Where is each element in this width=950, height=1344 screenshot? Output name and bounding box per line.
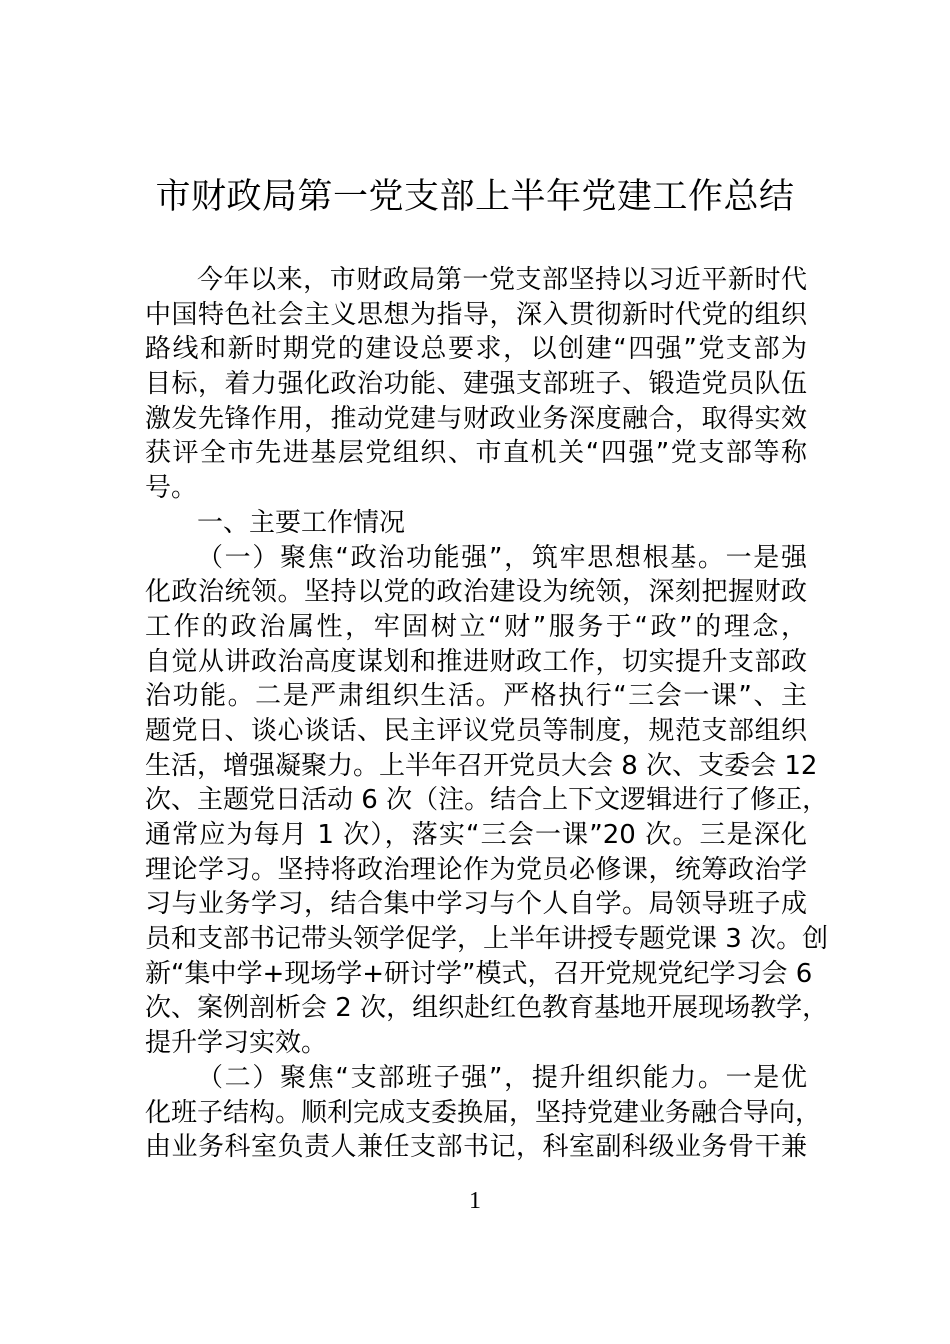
paragraph <box>145 263 807 506</box>
text-line: 生活，增强凝聚力。上半年召开党员大会 8 次、支委会 12 <box>145 750 818 781</box>
text-line: 理论学习。坚持将政治理论作为党员必修课，统筹政治学 <box>145 854 807 885</box>
text-line: 路线和新时期党的建设总要求，以创建“四强”党支部为 <box>145 334 807 365</box>
text-line: 习与业务学习，结合集中学习与个人自学。局领导班子成 <box>145 889 807 920</box>
text-line: 治功能。二是严肃组织生活。严格执行“三会一课”、主 <box>145 681 807 712</box>
text-line: 一、主要工作情况 <box>197 507 406 538</box>
text-line: 由业务科室负责人兼任支部书记，科室副科级业务骨干兼 <box>145 1132 807 1163</box>
text-line: 员和支部书记带头领学促学，上半年讲授专题党课 3 次。创 <box>145 924 829 955</box>
text-line: 激发先锋作用，推动党建与财政业务深度融合，取得实效 <box>145 403 807 434</box>
text-line: 新“集中学+现场学+研讨学”模式，召开党规党纪学习会 6 <box>145 958 813 989</box>
text-line: 次、案例剖析会 2 次，组织赴红色教育基地开展现场教学， <box>145 993 829 1024</box>
text-line: 目标，着力强化政治功能、建强支部班子、锻造党员队伍 <box>145 369 807 400</box>
text-line: 号。 <box>145 473 198 504</box>
text-line: 化政治统领。坚持以党的政治建设为统领，深刻把握财政 <box>145 577 807 608</box>
text-line: 提升学习实效。 <box>145 1028 328 1059</box>
text-line: （一）聚焦“政治功能强”，筑牢思想根基。一是强 <box>197 542 807 573</box>
text-line: 获评全市先进基层党组织、市直机关“四强”党支部等称 <box>145 438 807 469</box>
page-number: 1 <box>469 1188 481 1214</box>
paragraph <box>145 1061 822 1165</box>
document-title: 市财政局第一党支部上半年党建工作总结 <box>155 177 795 217</box>
text-line: 自觉从讲政治高度谋划和推进财政工作，切实提升支部政 <box>145 646 807 677</box>
paragraph <box>145 541 829 1061</box>
text-line: 中国特色社会主义思想为指导，深入贯彻新时代党的组织 <box>145 299 807 330</box>
text-line: 化班子结构。顺利完成支委换届，坚持党建业务融合导向， <box>145 1097 822 1128</box>
text-line: 次、主题党日活动 6 次（注。结合上下文逻辑进行了修正， <box>145 785 829 816</box>
section-heading <box>145 506 807 541</box>
text-line: 题党日、谈心谈话、民主评议党员等制度，规范支部组织 <box>145 715 807 746</box>
text-line: 今年以来，市财政局第一党支部坚持以习近平新时代 <box>197 265 807 295</box>
text-line: （二）聚焦“支部班子强”，提升组织能力。一是优 <box>197 1062 807 1093</box>
document-body <box>145 263 829 1165</box>
text-line: 通常应为每月 1 次），落实“三会一课”20 次。三是深化 <box>145 820 807 850</box>
text-line: 工作的政治属性，牢固树立“财”服务于“政”的理念， <box>145 611 807 642</box>
